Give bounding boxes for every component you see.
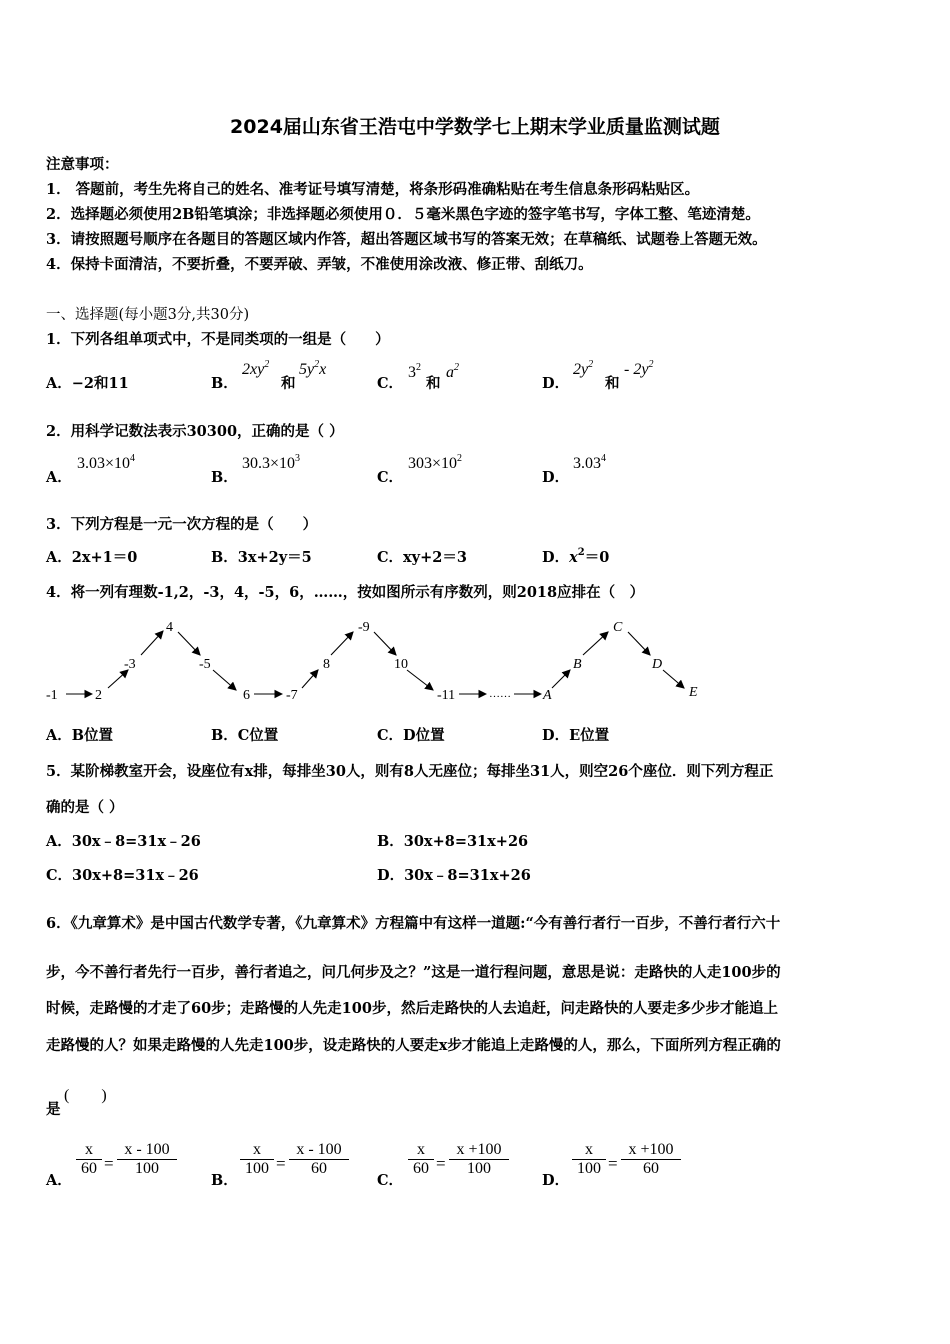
q6-option-c-label: C．	[377, 1172, 404, 1189]
q1-option-b-and: 和	[281, 375, 296, 392]
q4-option-d: D．E位置	[542, 727, 610, 744]
diagram-label: -9	[358, 620, 370, 635]
q1-option-c-term2: $a^2$	[446, 362, 459, 381]
diagram-label: -5	[199, 657, 211, 672]
q1-option-b-term1: $2xy^2$	[242, 359, 270, 378]
q3-option-b: B．3x+2y＝5	[211, 549, 312, 566]
q5-option-c: C．30x+8=31x﹣26	[46, 867, 199, 884]
q2-stem: 2．用科学记数法表示30300，正确的是（ ）	[46, 423, 344, 440]
diagram-label: 10	[394, 657, 408, 672]
diagram-label: 6	[243, 688, 250, 703]
diagram-label: E	[689, 685, 698, 700]
section-heading: 一、选择题(每小题3分,共30分)	[46, 307, 250, 323]
q6-option-d-equals: =	[608, 1154, 618, 1173]
q2-option-c-label: C．	[377, 469, 404, 486]
q5-stem-cont: 确的是（ ）	[46, 799, 124, 816]
q6-option-d-fraction-left: $\frac{x}{100}$	[572, 1141, 606, 1178]
q6-stem-line: 走路慢的人？如果走路慢的人先走100步，设走路快的人要走x步才能追上走路慢的人，那么，下面所列方程正确的	[46, 1037, 781, 1054]
q1-option-b-label: B．	[211, 375, 238, 392]
q6-option-a-fraction-left: $\frac{x}{60}$	[76, 1141, 102, 1178]
q5-option-b: B．30x+8=31x+26	[377, 833, 529, 850]
q1-option-d-term1: $2y^2$	[573, 359, 594, 378]
q1-option-d-label: D．	[542, 375, 570, 392]
q2-option-b-value: $30.3\times 10^3$	[242, 453, 301, 472]
q3-option-a: A．2x+1＝0	[46, 549, 138, 566]
diagram-label: ……	[489, 688, 511, 700]
diagram-label: 4	[166, 620, 173, 635]
note-item: 1． 答题前，考生先将自己的姓名、准考证号填写清楚，将条形码准确粘贴在考生信息条形码粘贴区。	[46, 181, 700, 198]
q2-option-a-label: A．	[46, 469, 72, 486]
q6-stem: 6．《九章算术》是中国古代数学专著，《九章算术》方程篇中有这样一道题:“今有善行者行一百步，不善行者行六十	[46, 915, 781, 932]
diagram-label: B	[573, 657, 582, 672]
q4-option-a: A．B位置	[46, 727, 114, 744]
q6-option-a-fraction-right: $\frac{x - 100}{100}$	[117, 1141, 177, 1178]
q1-option-a: A．−2和11	[46, 375, 129, 392]
diagram-label: D	[652, 657, 663, 672]
q5-stem: 5．某阶梯教室开会，设座位有x排，每排坐30人，则有8人无座位；每排坐31人，则空26个座位．则下列方程正	[46, 763, 774, 780]
q4-stem: 4．将一列有理数-1,2，-3，4，-5，6，……，按如图所示有序数列，则2018应排在（ ）	[46, 584, 645, 601]
diagram-label: -11	[437, 688, 456, 703]
note-item: 4．保持卡面清洁，不要折叠，不要弄破、弄皱，不准使用涂改液、修正带、刮纸刀。	[46, 256, 593, 273]
q3-option-c: C．xy+2＝3	[377, 549, 467, 566]
q4-option-c: C．D位置	[377, 727, 445, 744]
q6-option-a-label: A．	[46, 1172, 72, 1189]
diagram-label: -1	[46, 688, 58, 703]
diagram-label: A	[543, 688, 552, 703]
q6-option-c-equals: =	[436, 1154, 446, 1173]
q1-option-d-and: 和	[605, 375, 620, 392]
q5-option-a: A．30x﹣8=31x﹣26	[46, 833, 201, 850]
q6-option-c-fraction-left: $\frac{x}{60}$	[408, 1141, 434, 1178]
q1-stem: 1．下列各组单项式中，不是同类项的一组是（ ）	[46, 331, 390, 348]
q5-option-d: D．30x﹣8=31x+26	[377, 867, 531, 884]
q2-option-a-value: $3.03\times 10^4$	[77, 453, 136, 472]
q1-option-b-term2: $5y^2x$	[299, 359, 327, 378]
q6-option-b-fraction-right: $\frac{x - 100}{60}$	[289, 1141, 349, 1178]
q6-option-b-fraction-left: $\frac{x}{100}$	[240, 1141, 274, 1178]
diagram-label: 8	[323, 657, 330, 672]
q4-option-b: B．C位置	[211, 727, 279, 744]
q6-option-d-label: D．	[542, 1172, 570, 1189]
notes-heading: 注意事项：	[46, 156, 119, 173]
q1-option-c-label: C．	[377, 375, 404, 392]
q6-option-b-label: B．	[211, 1172, 238, 1189]
q6-option-a-equals: =	[104, 1154, 114, 1173]
note-item: 2．选择题必须使用2B铅笔填涂；非选择题必须使用０．５毫米黑色字迹的签字笔书写，字体工整、笔迹清楚。	[46, 206, 760, 223]
q6-option-b-equals: =	[276, 1154, 286, 1173]
q2-option-c-value: $303\times 10^2$	[408, 453, 463, 472]
q2-option-d-label: D．	[542, 469, 570, 486]
q1-option-d-term2: - $2y^2$	[624, 359, 654, 378]
q1-option-c-and: 和	[426, 375, 441, 392]
q6-option-d-fraction-right: $\frac{x +100}{60}$	[621, 1141, 681, 1178]
diagram-label: 2	[95, 688, 102, 703]
q3-option-d: D．$x^2=0$	[542, 547, 610, 566]
q6-option-c-fraction-right: $\frac{x +100}{100}$	[449, 1141, 509, 1178]
q1-option-c-term1: $3^2$	[408, 362, 421, 381]
page-title: 2024届山东省王浩屯中学数学七上期末学业质量监测试题	[230, 116, 720, 138]
q2-option-b-label: B．	[211, 469, 238, 486]
diagram-label: -3	[124, 657, 136, 672]
q6-stem-line: 是	[46, 1101, 61, 1118]
diagram-label: C	[613, 620, 623, 635]
q6-stem-line: 时候，走路慢的才走了60步；走路慢的人先走100步，然后走路快的人去追赶，问走路快的人要走多少步才能追上	[46, 1000, 778, 1017]
q6-stem-line: 步，今不善行者先行一百步，善行者追之，问几何步及之？”这是一道行程问题，意思是说：走路快的人走100步的	[46, 964, 781, 981]
q3-stem: 3．下列方程是一元一次方程的是（ ）	[46, 516, 318, 533]
q2-option-d-value: 3.03$^4$	[573, 453, 606, 472]
diagram-label: -7	[286, 688, 298, 703]
note-item: 3．请按照题号顺序在各题目的答题区域内作答，超出答题区域书写的答案无效；在草稿纸、试题卷上答题无效。	[46, 231, 767, 248]
q6-answer-paren: ( )	[64, 1087, 107, 1104]
